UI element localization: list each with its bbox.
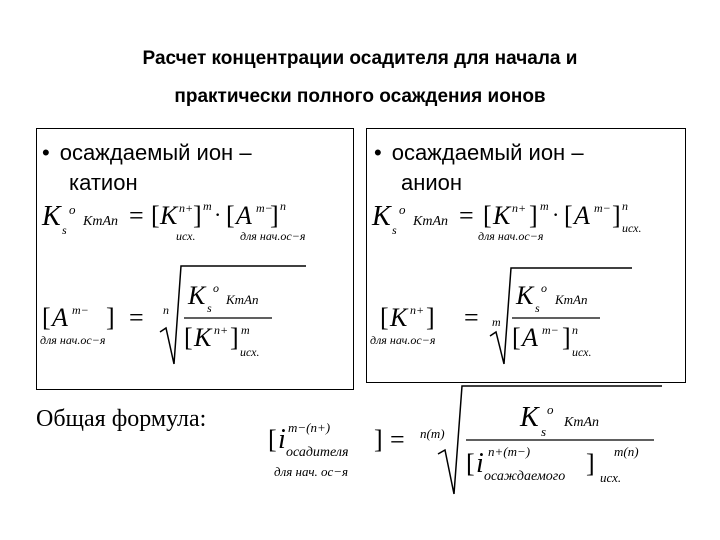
symbol-k: K [516,281,534,310]
multiply-dot: · [552,202,560,227]
charge-n-plus: n+ [214,323,229,337]
charge-n-plus: n+ [179,201,194,215]
title-line-1: Расчет концентрации осадителя для начала и [142,48,578,69]
anion-formula-solubility-product [366,192,684,252]
title-line-2: практически полного осаждения ионов [174,86,546,107]
bracket-close: ] [193,201,202,230]
subscript-kman: KmAn [83,214,118,229]
charge-n-plus: n+ [410,303,425,317]
subscript-ish: исх. [176,229,196,243]
anion-heading [374,138,584,198]
subscript-s: s [62,223,67,237]
superscript-o: o [213,281,219,295]
symbol-a: A [236,201,252,230]
bracket-open: [ [380,303,389,332]
subscript-dlya: для нач.ос−я [240,229,306,243]
anion-heading-line1: осаждаемый ион – [391,140,584,165]
cation-heading [42,138,252,198]
power-n: n [622,199,628,213]
power-n: n [280,199,286,213]
subscript-dlya: для нач. ос−я [274,464,349,479]
subscript-s: s [207,301,212,315]
bracket-close: ] [529,201,538,230]
cation-heading-line1: осаждаемый ион – [59,140,252,165]
power-m: m [203,199,212,213]
bracket-open: [ [512,323,521,352]
superscript-o: o [541,281,547,295]
symbol-i: i [476,448,484,479]
superscript-o: o [547,402,554,417]
equals-sign: = [129,201,144,230]
symbol-a: A [52,303,68,332]
subscript-kman: KmAn [564,415,599,430]
charge-superscript: n+(m−) [488,444,531,459]
general-formula [262,384,682,500]
bracket-open: [ [184,323,193,352]
bracket-close: ] [106,303,115,332]
subscript-ish: исх. [622,221,642,235]
bracket-close: ] [426,303,435,332]
bracket-close: ] [562,323,571,352]
charge-n-plus: n+ [512,201,527,215]
power-mn: m(n) [614,444,639,459]
symbol-k: K [188,281,206,310]
bullet-icon: • [374,140,382,165]
subscript-s: s [535,301,540,315]
bracket-open: [ [151,201,160,230]
subscript-osazhdaemogo: осаждаемого [484,469,566,484]
subscript-dlya: для нач.ос−я [478,229,544,243]
power-n: n [572,323,578,337]
subscript-osaditelya: осадителя [286,445,349,460]
subscript-ish: исх. [600,470,622,485]
superscript-o: o [399,202,406,217]
subscript-kman: KmAn [413,214,448,229]
equals-sign: = [390,425,405,454]
bracket-close: ] [230,323,239,352]
cation-formula-solubility-product [36,192,352,252]
anion-formula-precipitant [366,264,684,374]
subscript-dlya: для нач.ос−я [40,333,106,347]
symbol-a: A [574,201,590,230]
bracket-close: ] [270,201,279,230]
bracket-open: [ [226,201,235,230]
subscript-kman: KmAn [555,292,588,307]
power-m: m [540,199,549,213]
bracket-open: [ [466,449,475,478]
root-index-nm: n(m) [420,426,445,441]
superscript-o: o [69,202,76,217]
subscript-kman: KmAn [226,292,259,307]
charge-m-minus: m− [542,323,559,337]
charge-m-minus: m− [72,303,89,317]
anion-heading-line2: анион [401,170,463,195]
subscript-s: s [541,424,547,439]
power-m: m [241,323,250,337]
bracket-open: [ [268,425,277,454]
multiply-dot: · [214,202,222,227]
symbol-k: K [390,303,408,332]
cation-heading-line2: катион [69,170,138,195]
charge-m-minus: m− [594,201,611,215]
bracket-open: [ [483,201,492,230]
subscript-ish: исх. [572,345,592,359]
bracket-close: ] [612,201,621,230]
symbol-k: K [160,201,178,230]
subscript-s: s [392,223,397,237]
subscript-dlya: для нач.ос−я [370,333,436,347]
subscript-ish: исх. [240,345,260,359]
symbol-i: i [278,424,286,455]
root-index-n: n [163,303,169,317]
charge-superscript: m−(n+) [288,420,331,435]
root-index-m: m [492,315,501,329]
general-formula-label: Общая формула: [36,406,207,432]
bracket-open: [ [42,303,51,332]
bullet-icon: • [42,140,50,165]
equals-sign: = [129,303,144,332]
slide-title [0,40,720,116]
bracket-open: [ [564,201,573,230]
bracket-close: ] [374,425,383,454]
symbol-k: K [42,201,61,232]
symbol-a: A [522,323,538,352]
charge-m-minus: m− [256,201,273,215]
equals-sign: = [459,201,474,230]
equals-sign: = [464,303,479,332]
symbol-k: K [520,402,539,433]
symbol-k: K [194,323,212,352]
symbol-k: K [493,201,511,230]
bracket-close: ] [586,449,595,478]
symbol-k: K [372,201,391,232]
cation-formula-precipitant [36,262,352,372]
